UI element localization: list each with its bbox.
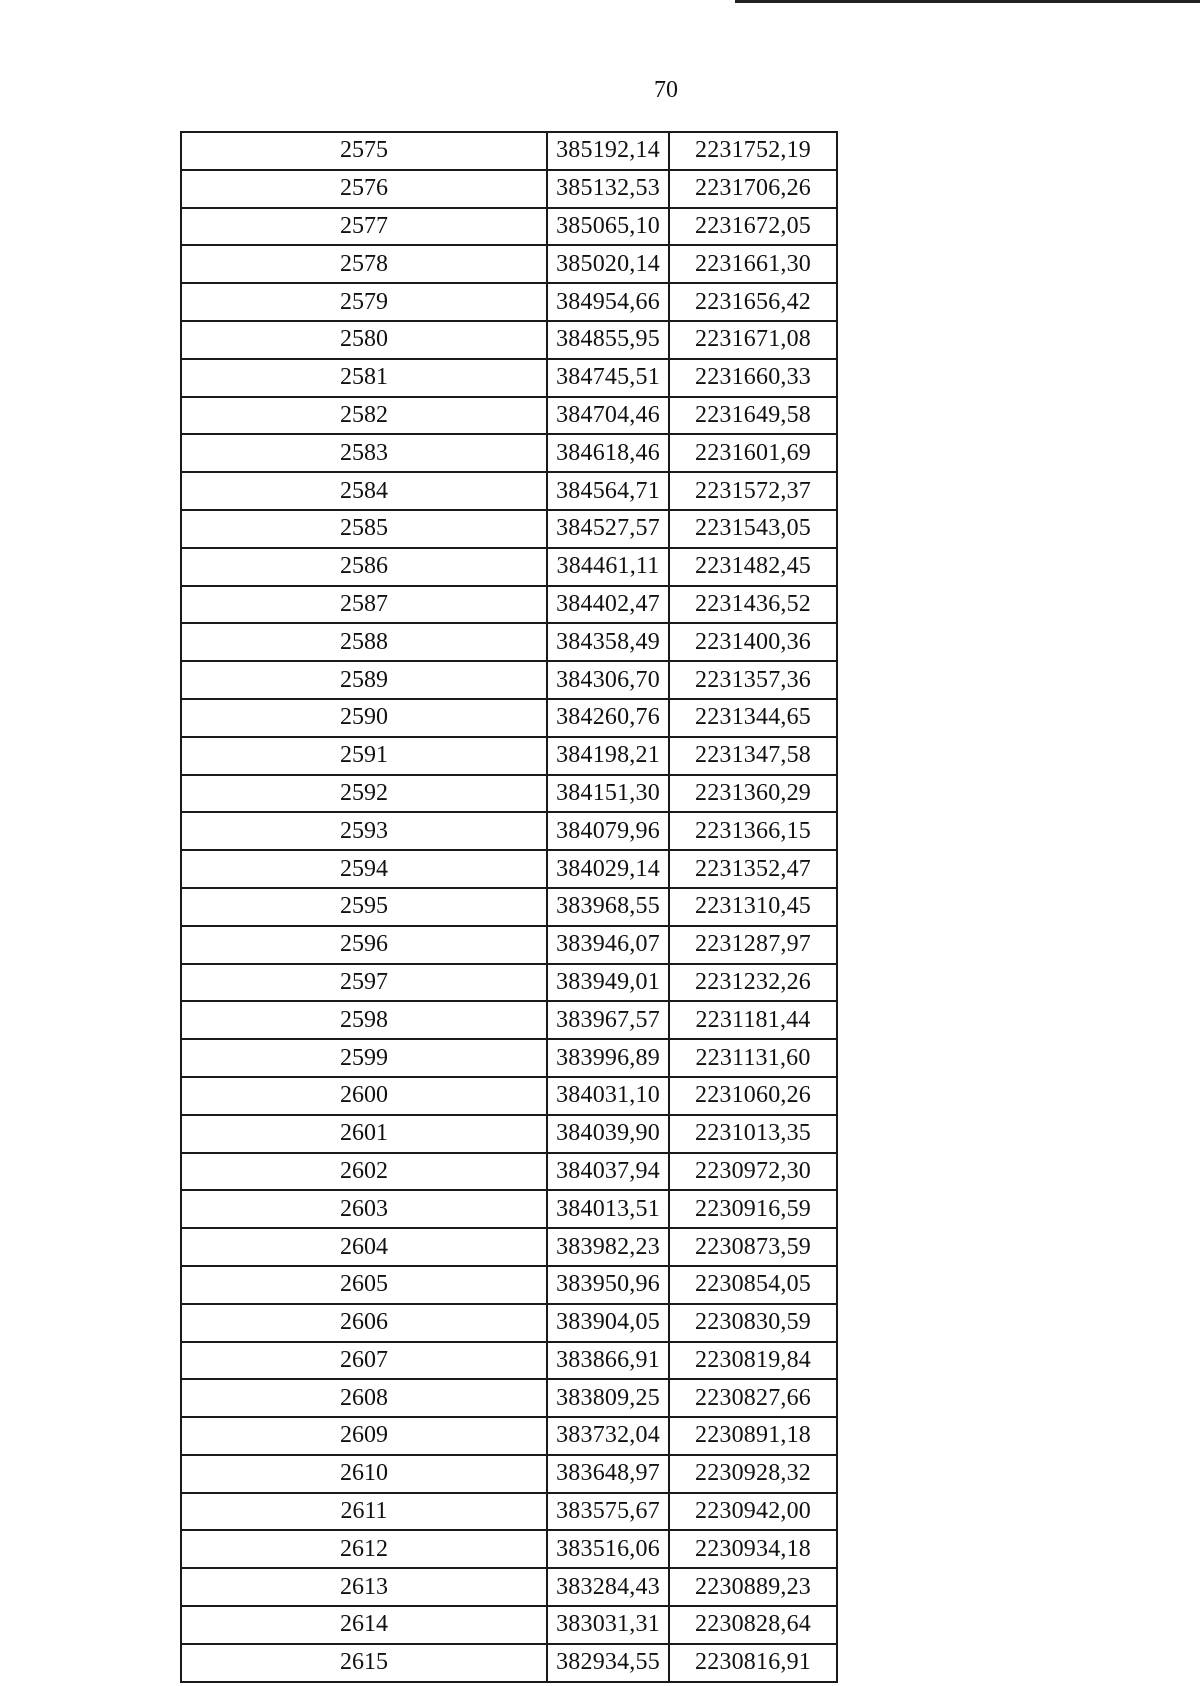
x-coordinate-cell: 384029,14 [547,850,669,888]
table-row [181,1039,837,1077]
x-coordinate-cell: 384306,70 [547,661,669,699]
y-coordinate-cell: 2231310,45 [669,888,837,926]
x-coordinate-cell: 384031,10 [547,1077,669,1115]
x-coordinate-cell: 384358,49 [547,623,669,661]
table-row [181,1153,837,1191]
point-number-cell: 2599 [181,1039,547,1077]
x-coordinate-cell: 385020,14 [547,245,669,283]
y-coordinate-cell: 2230827,66 [669,1379,837,1417]
table-row [181,359,837,397]
table-row [181,1606,837,1644]
y-coordinate-cell: 2230916,59 [669,1190,837,1228]
table-row [181,1190,837,1228]
x-coordinate-cell: 384564,71 [547,472,669,510]
x-coordinate-cell: 383968,55 [547,888,669,926]
table-row [181,1115,837,1153]
table-row [181,1455,837,1493]
point-number-cell: 2582 [181,397,547,435]
point-number-cell: 2580 [181,321,547,359]
table-row [181,812,837,850]
point-number-cell: 2581 [181,359,547,397]
x-coordinate-cell: 384461,11 [547,548,669,586]
y-coordinate-cell: 2230854,05 [669,1266,837,1304]
point-number-cell: 2608 [181,1379,547,1417]
table-row [181,661,837,699]
y-coordinate-cell: 2230816,91 [669,1644,837,1682]
table-row [181,1493,837,1531]
table-row [181,737,837,775]
y-coordinate-cell: 2231706,26 [669,170,837,208]
point-number-cell: 2591 [181,737,547,775]
point-number-cell: 2602 [181,1153,547,1191]
point-number-cell: 2590 [181,699,547,737]
table-row [181,1417,837,1455]
point-number-cell: 2601 [181,1115,547,1153]
table-row [181,1342,837,1380]
point-number-cell: 2600 [181,1077,547,1115]
table-row [181,699,837,737]
y-coordinate-cell: 2231543,05 [669,510,837,548]
table-row [181,510,837,548]
point-number-cell: 2611 [181,1493,547,1531]
page-number: 70 [654,77,678,103]
y-coordinate-cell: 2231232,26 [669,964,837,1002]
point-number-cell: 2577 [181,208,547,246]
x-coordinate-cell: 384527,57 [547,510,669,548]
x-coordinate-cell: 385132,53 [547,170,669,208]
y-coordinate-cell: 2231360,29 [669,775,837,813]
y-coordinate-cell: 2231013,35 [669,1115,837,1153]
y-coordinate-cell: 2231482,45 [669,548,837,586]
table-row [181,888,837,926]
y-coordinate-cell: 2231352,47 [669,850,837,888]
table-row [181,283,837,321]
y-coordinate-cell: 2231572,37 [669,472,837,510]
table-row [181,132,837,170]
table-row [181,1644,837,1682]
y-coordinate-cell: 2231181,44 [669,1001,837,1039]
y-coordinate-cell: 2230828,64 [669,1606,837,1644]
x-coordinate-cell: 385192,14 [547,132,669,170]
y-coordinate-cell: 2231661,30 [669,245,837,283]
y-coordinate-cell: 2230873,59 [669,1228,837,1266]
x-coordinate-cell: 384013,51 [547,1190,669,1228]
point-number-cell: 2605 [181,1266,547,1304]
x-coordinate-cell: 383648,97 [547,1455,669,1493]
y-coordinate-cell: 2231347,58 [669,737,837,775]
x-coordinate-cell: 383575,67 [547,1493,669,1531]
y-coordinate-cell: 2230928,32 [669,1455,837,1493]
point-number-cell: 2594 [181,850,547,888]
x-coordinate-cell: 383950,96 [547,1266,669,1304]
x-coordinate-cell: 384039,90 [547,1115,669,1153]
point-number-cell: 2615 [181,1644,547,1682]
point-number-cell: 2604 [181,1228,547,1266]
y-coordinate-cell: 2231671,08 [669,321,837,359]
point-number-cell: 2595 [181,888,547,926]
y-coordinate-cell: 2231287,97 [669,926,837,964]
y-coordinate-cell: 2230830,59 [669,1304,837,1342]
x-coordinate-cell: 383904,05 [547,1304,669,1342]
y-coordinate-cell: 2230942,00 [669,1493,837,1531]
x-coordinate-cell: 384260,76 [547,699,669,737]
y-coordinate-cell: 2230889,23 [669,1568,837,1606]
y-coordinate-cell: 2231366,15 [669,812,837,850]
table-row [181,775,837,813]
x-coordinate-cell: 384079,96 [547,812,669,850]
point-number-cell: 2586 [181,548,547,586]
point-number-cell: 2579 [181,283,547,321]
y-coordinate-cell: 2231656,42 [669,283,837,321]
table-row [181,1304,837,1342]
table-row [181,1568,837,1606]
point-number-cell: 2585 [181,510,547,548]
x-coordinate-cell: 384618,46 [547,434,669,472]
coordinates-table [180,131,838,1683]
table-row [181,1530,837,1568]
table-row [181,1379,837,1417]
x-coordinate-cell: 382934,55 [547,1644,669,1682]
point-number-cell: 2588 [181,623,547,661]
x-coordinate-cell: 383982,23 [547,1228,669,1266]
x-coordinate-cell: 383967,57 [547,1001,669,1039]
x-coordinate-cell: 384037,94 [547,1153,669,1191]
point-number-cell: 2576 [181,170,547,208]
x-coordinate-cell: 383949,01 [547,964,669,1002]
y-coordinate-cell: 2231357,36 [669,661,837,699]
x-coordinate-cell: 384198,21 [547,737,669,775]
point-number-cell: 2578 [181,245,547,283]
table-row [181,623,837,661]
table-row [181,245,837,283]
x-coordinate-cell: 384745,51 [547,359,669,397]
point-number-cell: 2589 [181,661,547,699]
x-coordinate-cell: 383866,91 [547,1342,669,1380]
x-coordinate-cell: 383946,07 [547,926,669,964]
y-coordinate-cell: 2231060,26 [669,1077,837,1115]
point-number-cell: 2598 [181,1001,547,1039]
x-coordinate-cell: 383516,06 [547,1530,669,1568]
y-coordinate-cell: 2231131,60 [669,1039,837,1077]
y-coordinate-cell: 2231752,19 [669,132,837,170]
y-coordinate-cell: 2231601,69 [669,434,837,472]
y-coordinate-cell: 2231344,65 [669,699,837,737]
table-row [181,397,837,435]
y-coordinate-cell: 2230934,18 [669,1530,837,1568]
table-row [181,586,837,624]
table-row [181,208,837,246]
x-coordinate-cell: 383809,25 [547,1379,669,1417]
table-row [181,548,837,586]
point-number-cell: 2613 [181,1568,547,1606]
y-coordinate-cell: 2231649,58 [669,397,837,435]
x-coordinate-cell: 384954,66 [547,283,669,321]
table-row [181,1077,837,1115]
coordinates-table-body [181,132,837,1682]
point-number-cell: 2583 [181,434,547,472]
table-row [181,170,837,208]
point-number-cell: 2592 [181,775,547,813]
y-coordinate-cell: 2231436,52 [669,586,837,624]
point-number-cell: 2609 [181,1417,547,1455]
x-coordinate-cell: 384402,47 [547,586,669,624]
y-coordinate-cell: 2231400,36 [669,623,837,661]
table-row [181,321,837,359]
y-coordinate-cell: 2230819,84 [669,1342,837,1380]
point-number-cell: 2575 [181,132,547,170]
point-number-cell: 2614 [181,1606,547,1644]
table-row [181,472,837,510]
point-number-cell: 2597 [181,964,547,1002]
x-coordinate-cell: 384855,95 [547,321,669,359]
y-coordinate-cell: 2230891,18 [669,1417,837,1455]
point-number-cell: 2607 [181,1342,547,1380]
point-number-cell: 2610 [181,1455,547,1493]
table-row [181,434,837,472]
x-coordinate-cell: 385065,10 [547,208,669,246]
point-number-cell: 2606 [181,1304,547,1342]
point-number-cell: 2587 [181,586,547,624]
y-coordinate-cell: 2231672,05 [669,208,837,246]
x-coordinate-cell: 383031,31 [547,1606,669,1644]
point-number-cell: 2596 [181,926,547,964]
point-number-cell: 2612 [181,1530,547,1568]
table-row [181,964,837,1002]
y-coordinate-cell: 2230972,30 [669,1153,837,1191]
y-coordinate-cell: 2231660,33 [669,359,837,397]
top-edge-rule [735,0,1200,3]
point-number-cell: 2593 [181,812,547,850]
table-row [181,1228,837,1266]
table-row [181,850,837,888]
point-number-cell: 2603 [181,1190,547,1228]
x-coordinate-cell: 384151,30 [547,775,669,813]
point-number-cell: 2584 [181,472,547,510]
x-coordinate-cell: 383732,04 [547,1417,669,1455]
table-row [181,1266,837,1304]
x-coordinate-cell: 383284,43 [547,1568,669,1606]
x-coordinate-cell: 383996,89 [547,1039,669,1077]
x-coordinate-cell: 384704,46 [547,397,669,435]
table-row [181,926,837,964]
table-row [181,1001,837,1039]
